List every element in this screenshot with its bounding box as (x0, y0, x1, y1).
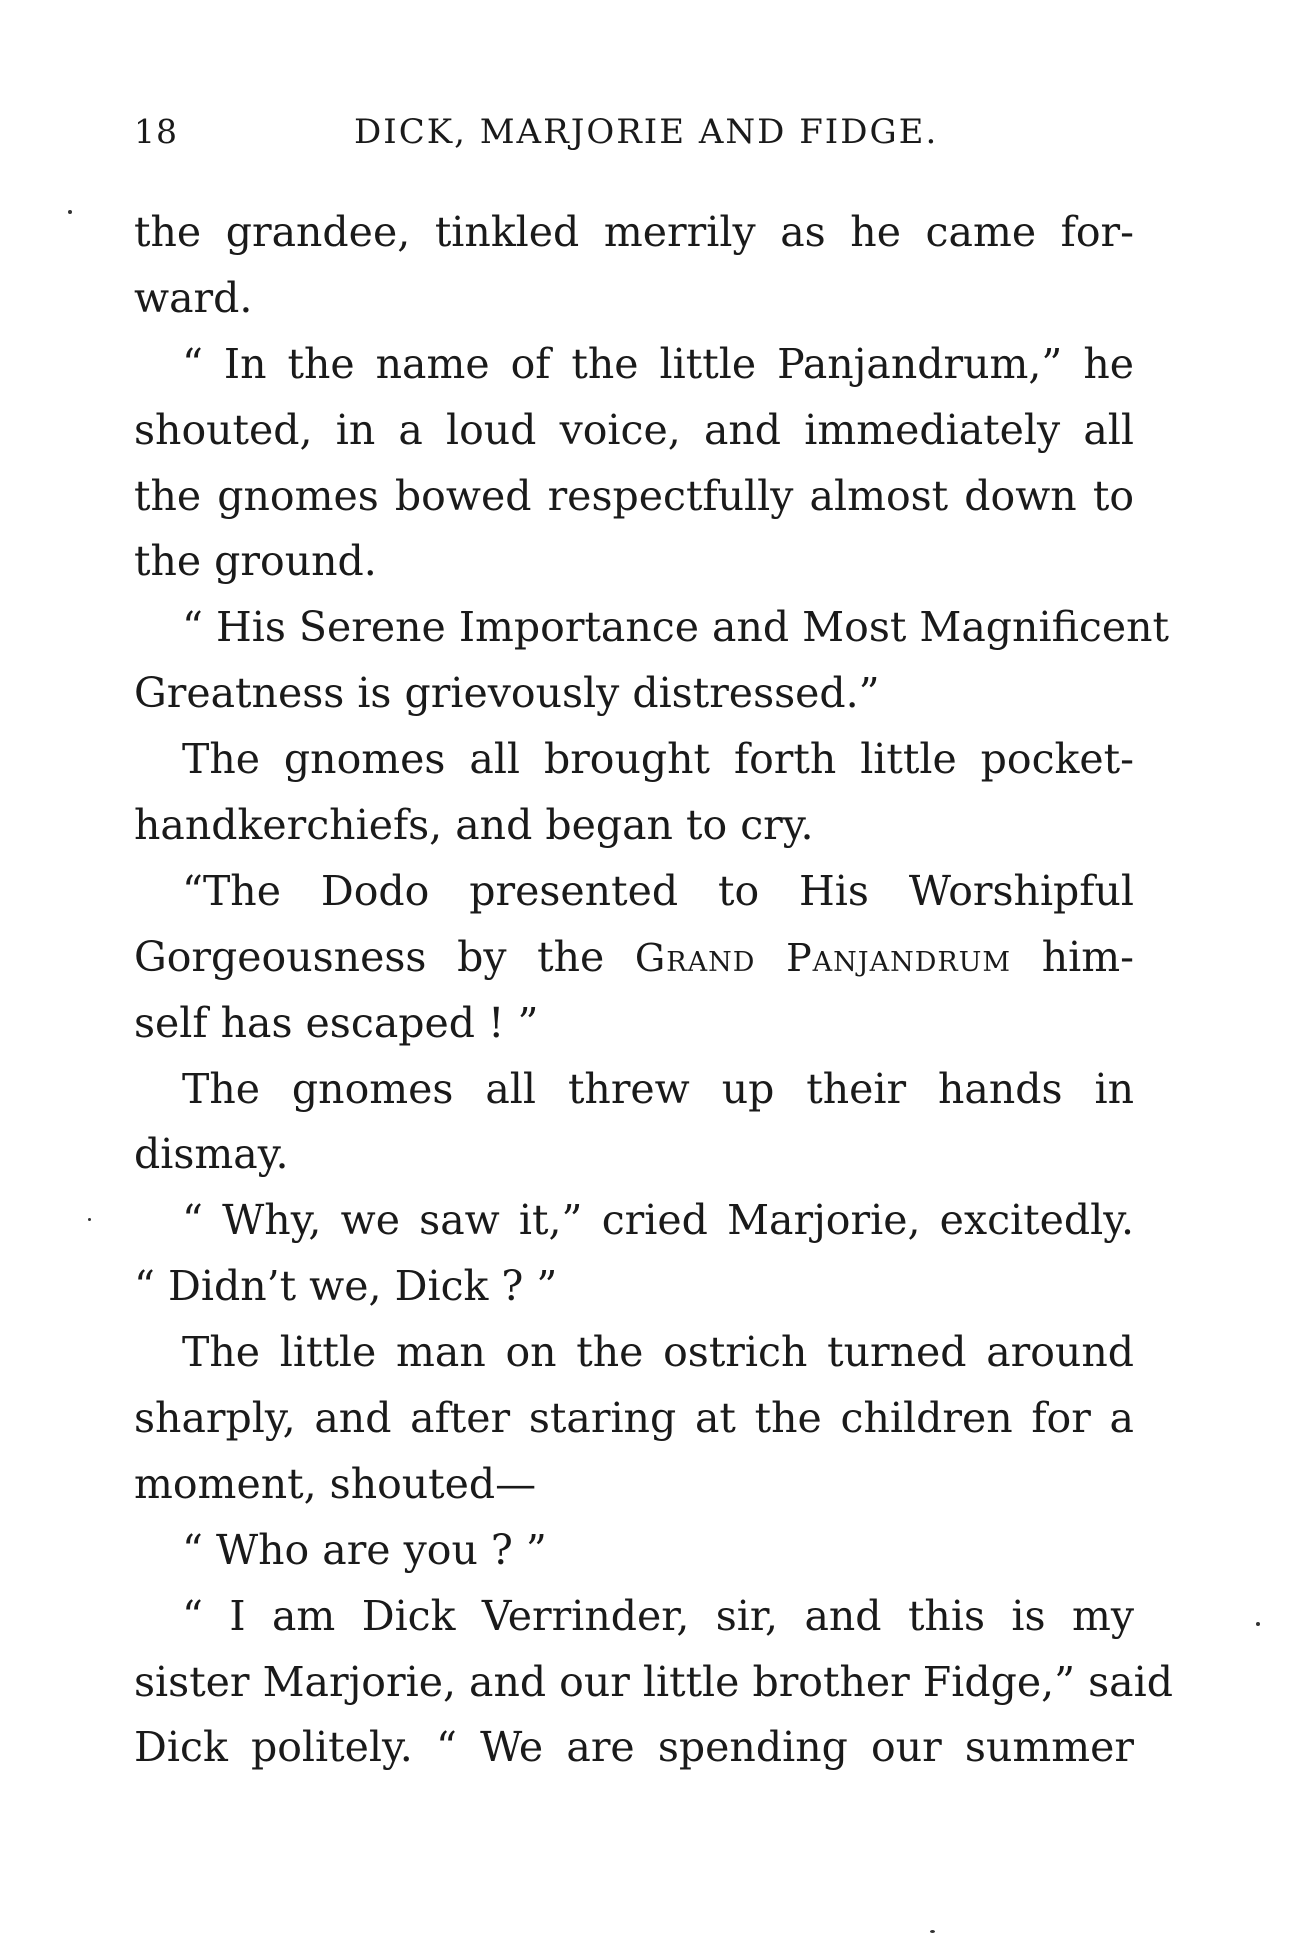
text-line: Greatness is grievously distressed.” (134, 669, 880, 718)
text-line: Dick politely. “ We are spending our summer (134, 1723, 1134, 1772)
paper-speck (1256, 1622, 1260, 1626)
body-text (134, 200, 1173, 1781)
small-caps-name: Grand Panjandrum (634, 935, 1012, 980)
text-line: ward. (134, 273, 253, 322)
text-fragment: him- (1041, 932, 1134, 981)
text-line: sharply, and after staring at the children for a (134, 1394, 1134, 1443)
text-line: the grandee, tinkled merrily as he came for- (134, 208, 1134, 256)
running-title: DICK, MARJORIE AND FIDGE. (354, 112, 939, 152)
text-line: “ I am Dick Verrinder, sir, and this is my (182, 1591, 1134, 1640)
text-line: The little man on the ostrich turned around (182, 1328, 1134, 1377)
text-line: “ Why, we saw it,” cried Marjorie, excitedly. (182, 1196, 1134, 1245)
text-line (134, 925, 1134, 991)
running-head (134, 112, 1134, 162)
text-line: the gnomes bowed respectfully almost down to (134, 471, 1134, 520)
text-line: “ His Serene Importance and Most Magnificent (182, 603, 1170, 652)
text-line: handkerchiefs, and began to cry. (134, 801, 814, 850)
text-line: moment, shouted— (134, 1459, 537, 1508)
text-line: The gnomes all brought forth little pocket- (182, 735, 1134, 784)
paper-speck (930, 1930, 935, 1933)
text-line: “ Didn’t we, Dick ? ” (134, 1262, 558, 1311)
paper-speck (68, 210, 72, 214)
text-line: self has escaped ! ” (134, 998, 539, 1047)
text-line: dismay. (134, 1130, 289, 1179)
text-line: The gnomes all threw up their hands in (182, 1064, 1134, 1113)
text-line: shouted, in a loud voice, and immediately all (134, 405, 1134, 454)
page-number: 18 (134, 112, 178, 151)
text-fragment: Gorgeousness by the (134, 932, 605, 981)
text-line: “The Dodo presented to His Worshipful (182, 866, 1134, 915)
text-line: sister Marjorie, and our little brother Fidge,” said (134, 1657, 1173, 1706)
paper-speck (88, 1218, 91, 1221)
text-line: the ground. (134, 537, 377, 586)
text-line: “ In the name of the little Panjandrum,” he (182, 339, 1134, 388)
text-line: “ Who are you ? ” (182, 1525, 547, 1574)
